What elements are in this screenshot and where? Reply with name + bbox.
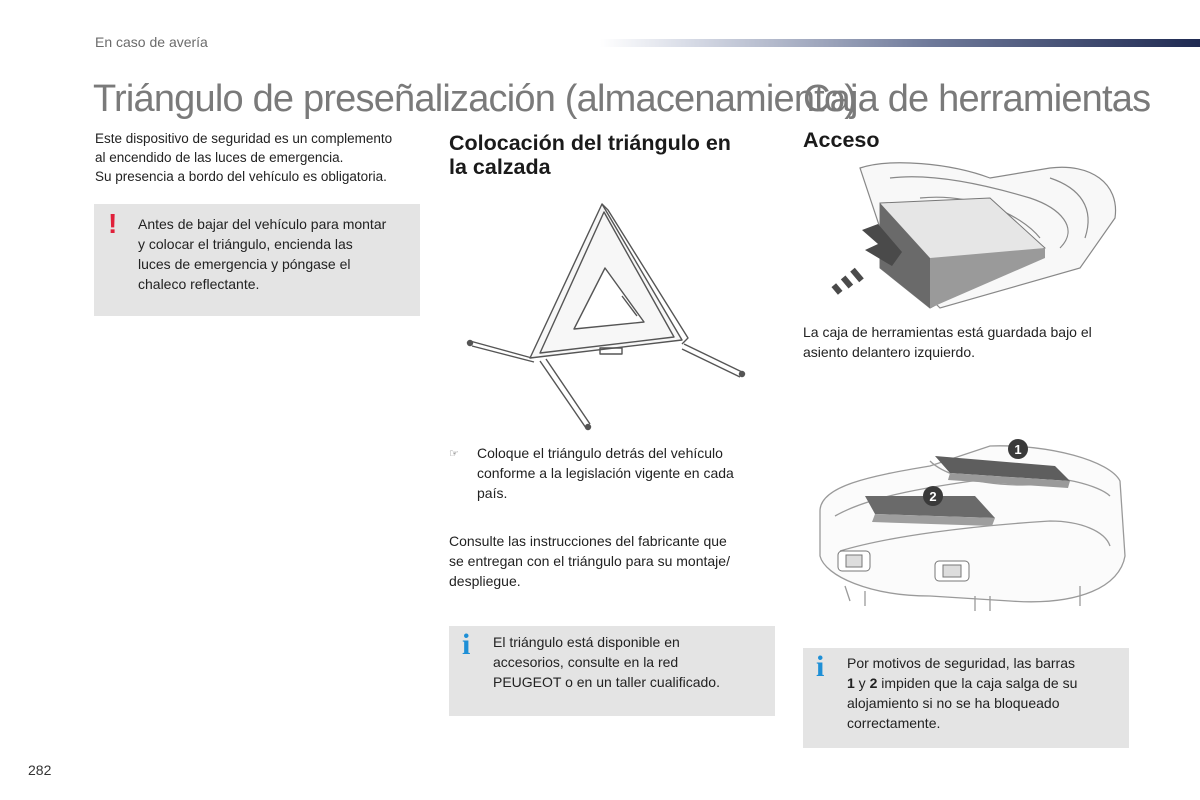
seat-toolbox-illustration — [830, 158, 1130, 318]
page-title-toolbox: Caja de herramientas — [803, 78, 1151, 120]
info-icon: i — [462, 628, 471, 661]
callout-2: 2 — [929, 489, 937, 504]
warning-icon: ! — [108, 208, 118, 239]
accessories-info-text: El triángulo está disponible en accesorios, consulte en la red PEUGEOT o en un taller cualificado. — [493, 634, 720, 690]
warning-triangle-illustration — [462, 198, 752, 438]
accessories-info-note — [449, 626, 775, 716]
callout-1: 1 — [1014, 442, 1022, 457]
security-bars-info-note — [803, 648, 1129, 748]
page-title-triangle: Triángulo de preseñalización (almacenamiento) — [93, 78, 857, 120]
manufacturer-instructions-text: Consulte las instrucciones del fabricante que se entregan con el triángulo para su montaje/ despliegue. — [449, 533, 730, 589]
toolbox-location-text: La caja de herramientas está guardada bajo el asiento delantero izquierdo. — [803, 324, 1092, 360]
triangle-placement-heading: Colocación del triángulo en la calzada — [449, 131, 731, 179]
section-label: En caso de avería — [95, 34, 208, 50]
access-heading: Acceso — [803, 128, 880, 152]
warning-note — [94, 204, 420, 316]
pointer-icon: ☞ — [449, 448, 459, 460]
info-icon: i — [816, 650, 825, 683]
page-number: 282 — [28, 762, 52, 778]
placement-bullet: ☞ Coloque el triángulo detrás del vehículo conforme a la legislación vigente en cada país. — [449, 445, 734, 501]
header-gradient-bar — [600, 39, 1200, 47]
warning-text: Antes de bajar del vehículo para montar y colocar el triángulo, encienda las luces de emergencia y póngase el chaleco reflectante. — [138, 216, 387, 292]
security-bars-info-text: Por motivos de seguridad, las barras 1 y 2 impiden que la caja salga de su alojamiento si no se ha bloqueado correctamente. — [847, 655, 1078, 731]
intro-text: Este dispositivo de seguridad es un complemento al encendido de las luces de emergencia. Su presencia a bordo del vehículo es obligatoria. — [95, 131, 393, 184]
toolbox-bars-illustration — [810, 436, 1130, 614]
